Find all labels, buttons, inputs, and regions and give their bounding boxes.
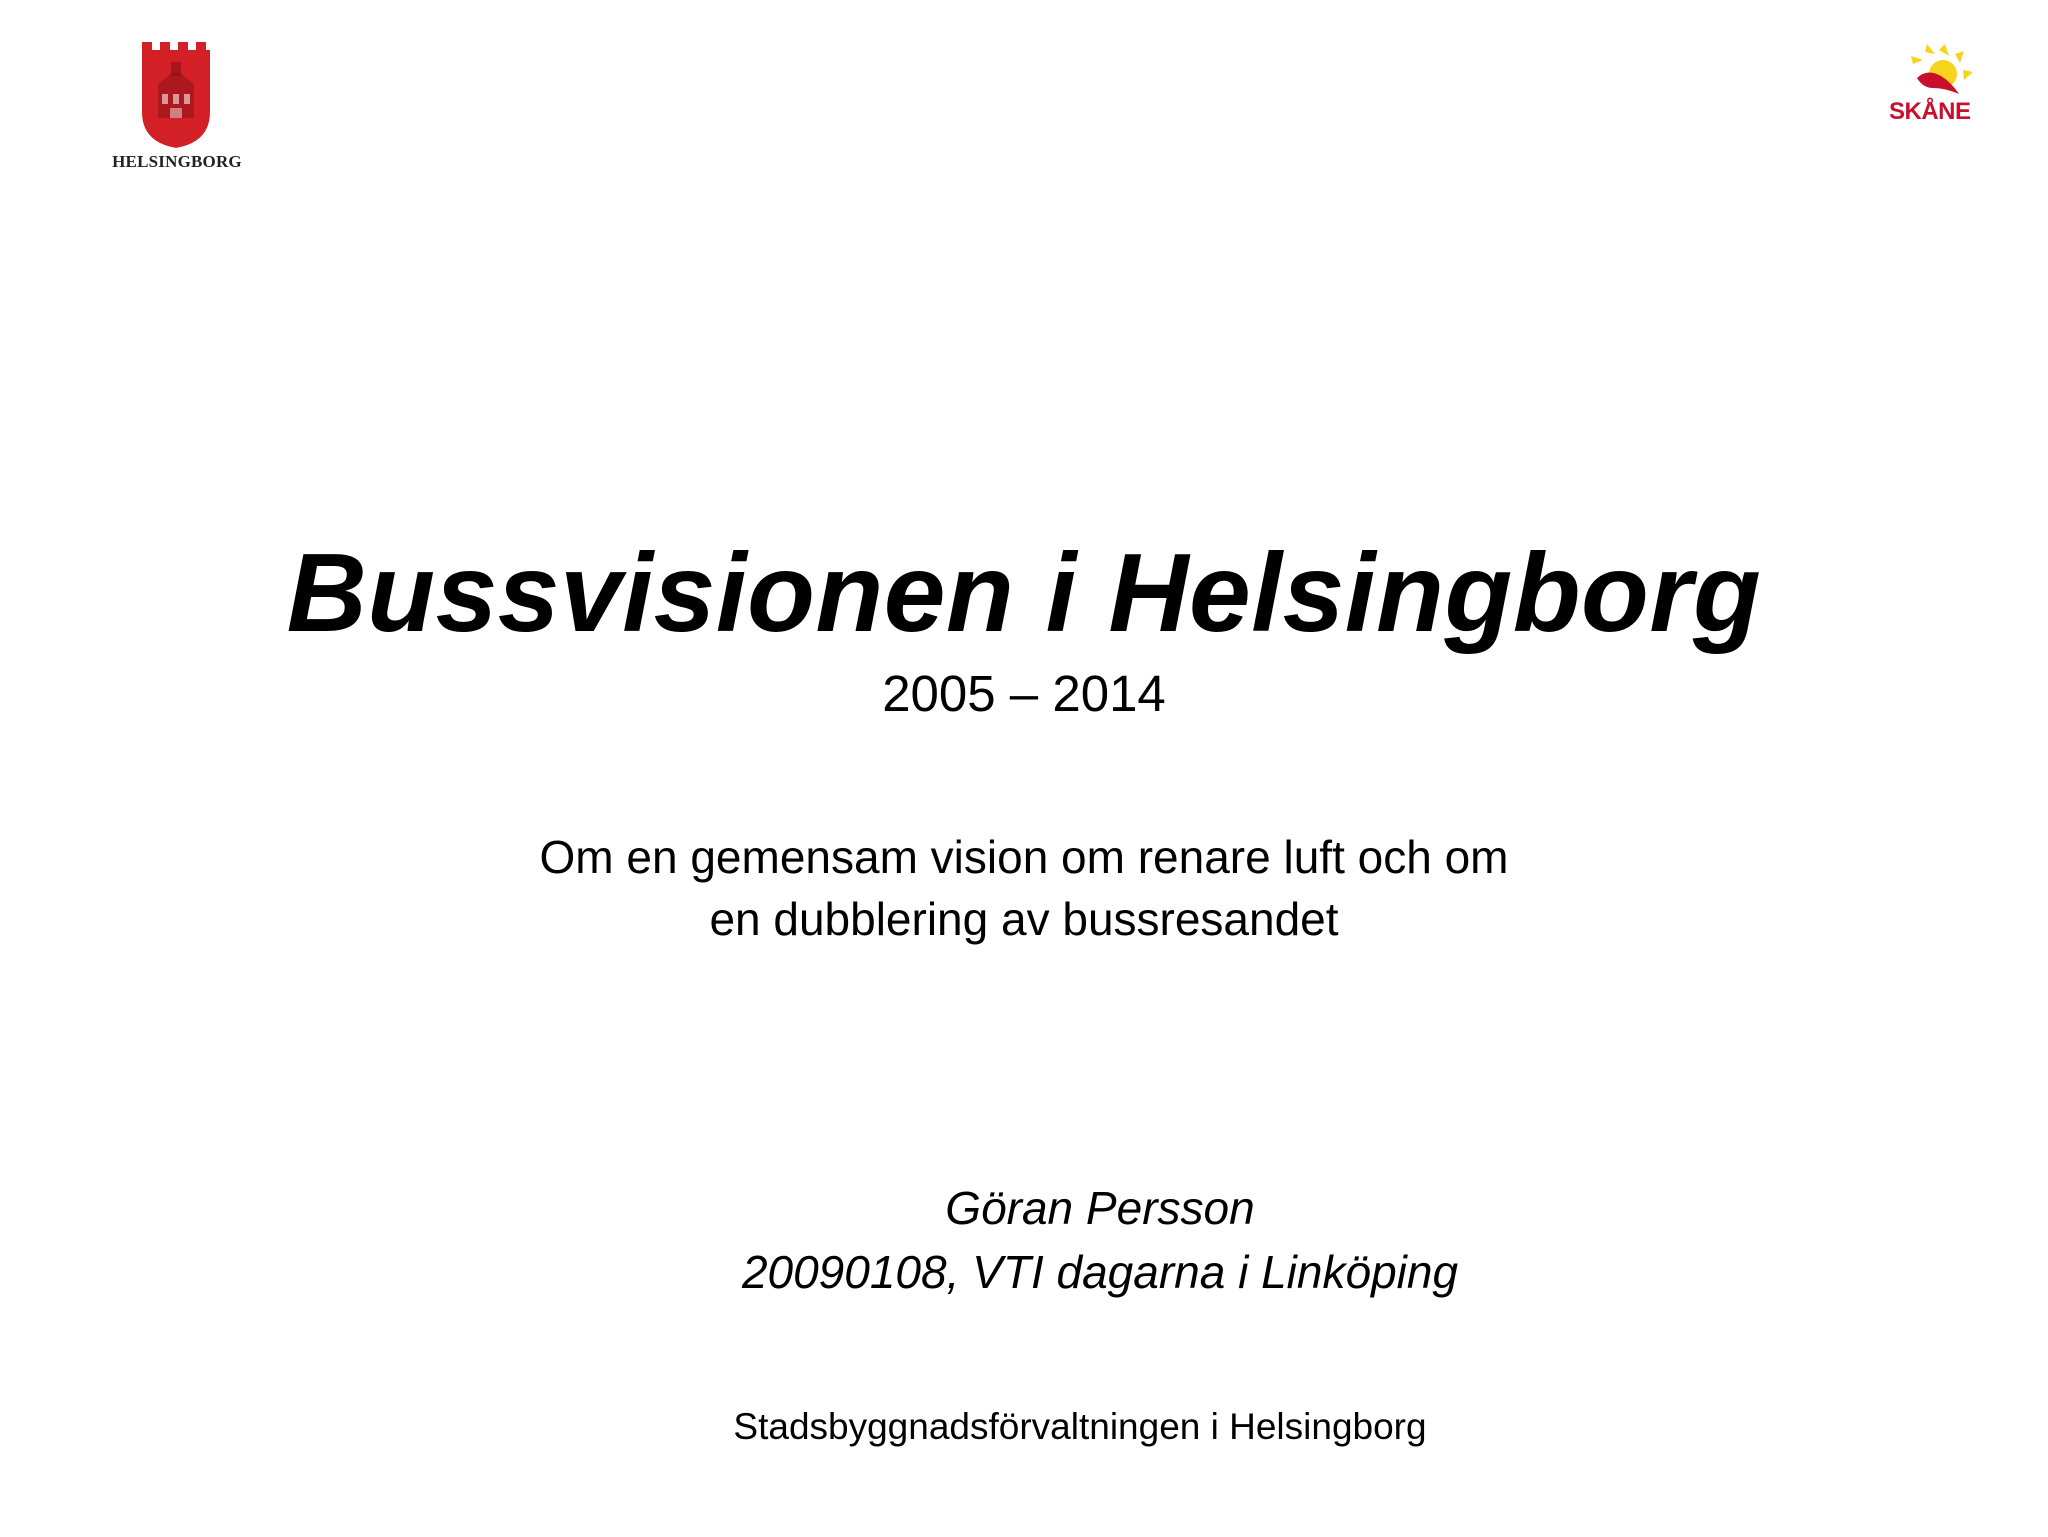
organization-name: Stadsbyggnadsförvaltningen i Helsingborg bbox=[733, 1406, 1427, 1447]
skane-wordmark: SKÅNE bbox=[1889, 98, 1971, 125]
helsingborg-crest-icon bbox=[140, 38, 212, 150]
subtitle-line-2: en dubblering av bussresandet bbox=[709, 893, 1339, 945]
author-block bbox=[628, 1176, 1572, 1304]
event-line: 20090108, VTI dagarna i Linköping bbox=[741, 1246, 1459, 1298]
helsingborg-wordmark: HELSINGBORG bbox=[112, 152, 242, 171]
author-name: Göran Persson bbox=[945, 1182, 1255, 1234]
slide-title: Bussvisionen i Helsingborg bbox=[286, 531, 1762, 655]
slide-subtitle bbox=[0, 826, 2048, 950]
region-skane-logo bbox=[1885, 44, 1985, 126]
slide-years: 2005 – 2014 bbox=[882, 665, 1166, 722]
subtitle-line-1: Om en gemensam vision om renare luft och om bbox=[539, 831, 1509, 883]
helsingborg-logo bbox=[112, 38, 252, 178]
skane-sun-icon bbox=[1903, 44, 1975, 104]
